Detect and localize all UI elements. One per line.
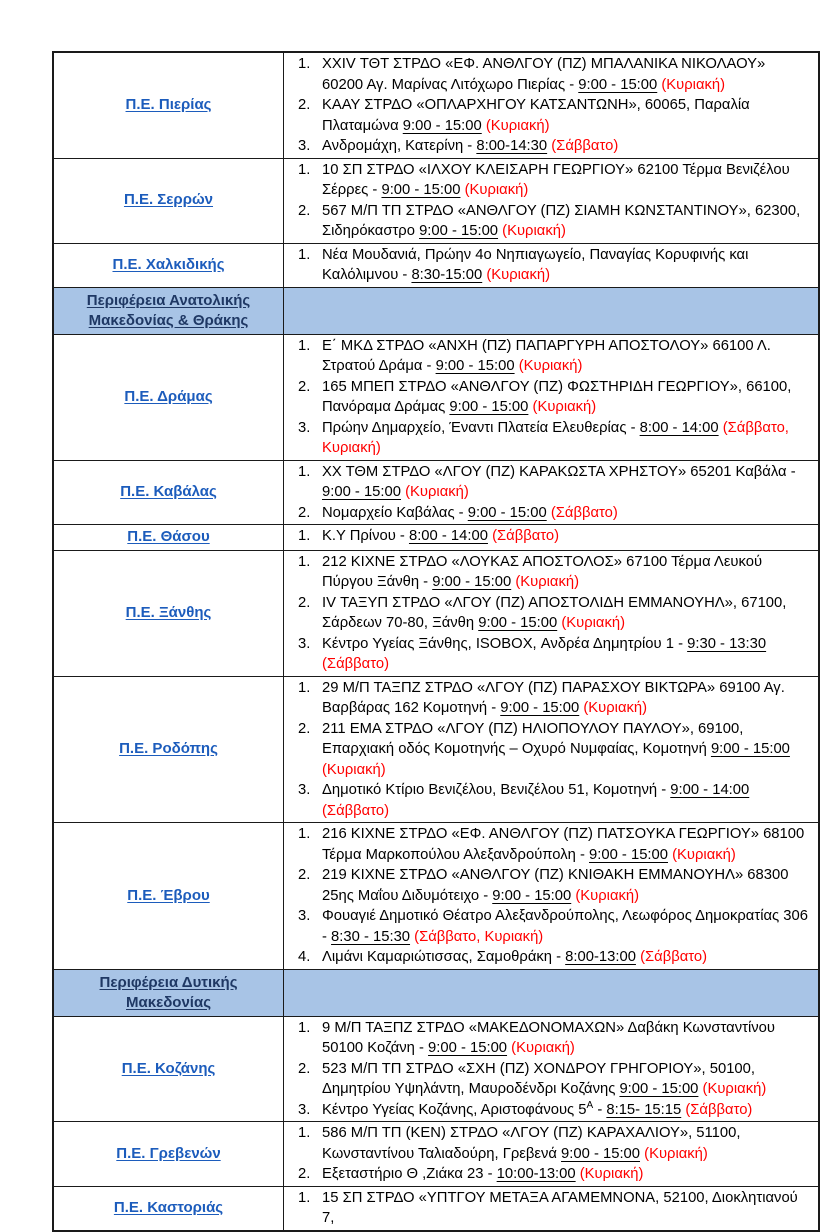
item-number: 2. [298, 867, 311, 883]
location-text: ΚΑΑΥ ΣΤΡΔΟ «ΟΠΛΑΡΧΗΓΟΥ ΚΑΤΣΑΝΤΩΝΗ», 60065, Παραλία Πλαταμώνα 9:00 - 15:00 (Κυριακή) [322, 97, 750, 134]
location-text: Κέντρο Υγείας Κοζάνης, Αριστοφάνους $5^A$ - 8:15- 15:15 (Σάββατο) [322, 1099, 753, 1118]
district-row [53, 334, 819, 460]
location-text: Κέντρο Υγείας Ξάνθης, ISOBOX, Ανδρέα Δημητρίου 1 - 9:30 - 13:30 (Σάββατο) [322, 635, 767, 672]
day-label: (Σάββατο, Κυριακή) [322, 419, 789, 456]
day-label: (Κυριακή) [702, 1081, 767, 1097]
item-number: 3. [298, 1101, 311, 1118]
district-link[interactable]: Π.Ε. Δράμας [124, 387, 213, 405]
district-row [53, 1186, 819, 1231]
district-row [53, 550, 819, 676]
location-text: Δημοτικό Κτίριο Βενιζέλου, Βενιζέλου 51, Κομοτηνή - 9:00 - 14:00 (Σάββατο) [322, 782, 750, 819]
district-link[interactable]: Π.Ε. Καβάλας [120, 483, 217, 500]
item-number: 2. [298, 720, 311, 737]
day-label: (Κυριακή) [575, 887, 640, 904]
district-link[interactable]: Π.Ε. Πιερίας [125, 96, 212, 113]
item-number: 1. [298, 1125, 311, 1141]
day-label: (Κυριακή) [405, 484, 469, 500]
day-label: (Σάββατο) [322, 802, 389, 819]
location-item [292, 906, 812, 947]
region-header-row [53, 969, 819, 1016]
day-label: (Κυριακή) [661, 76, 726, 93]
location-item [292, 418, 812, 459]
item-number: 1. [298, 826, 311, 842]
location-item [292, 1188, 812, 1229]
location-item [292, 245, 812, 286]
district-row [53, 823, 819, 970]
location-item [292, 1059, 812, 1100]
location-text: 165 ΜΠΕΠ ΣΤΡΔΟ «ΑΝΘΛΓΟΥ (ΠΖ) ΦΩΣΤΗΡΙΔΗ ΓΕΩΡΓΙΟΥ», 66100, Πανόραμα Δράμας 9:00 - 15:00 (Κυριακή) [322, 378, 792, 415]
day-label: (Κυριακή) [672, 846, 736, 863]
location-item [292, 1100, 812, 1121]
day-label: (Κυριακή) [485, 117, 550, 134]
location-text: 211 ΕΜΑ ΣΤΡΔΟ «ΛΓΟΥ (ΠΖ) ΗΛΙΟΠΟΥΛΟΥ ΠΑΥΛΟΥ», 69100, Επαρχιακή οδός Κομοτηνής – Οχυρό Νυμφαίας, Κομοτηνή 9:00 - 15:00 (Κυριακή) [322, 720, 790, 778]
day-label: (Σάββατο) [550, 504, 618, 521]
item-number: 1. [298, 553, 311, 570]
item-number: 2. [298, 1060, 311, 1077]
location-item [292, 503, 812, 524]
location-item [292, 95, 812, 136]
district-row [53, 158, 819, 243]
location-item [292, 634, 812, 675]
day-label: (Κυριακή) [644, 1145, 708, 1162]
day-label: (Κυριακή) [464, 182, 529, 198]
location-item [292, 377, 812, 418]
item-number: 1. [298, 161, 311, 178]
item-number: 3. [298, 419, 311, 436]
district-link[interactable]: Π.Ε. Γρεβενών [116, 1144, 221, 1162]
day-label: (Κυριακή) [518, 358, 583, 374]
day-label: (Κυριακή) [486, 267, 551, 283]
location-item [292, 1164, 812, 1185]
table-body [53, 52, 819, 1231]
day-label: (Σάββατο) [640, 949, 708, 965]
location-item [292, 780, 812, 821]
item-number: 2. [298, 504, 311, 521]
district-row [53, 243, 819, 287]
location-item [292, 593, 812, 634]
location-text: XXIV ΤΘΤ ΣΤΡΔΟ «ΕΦ. ΑΝΘΛΓΟΥ (ΠΖ) ΜΠΑΛΑΝΙΚΑ ΝΙΚΟΛΑΟΥ» 60200 Αγ. Μαρίνας Λιτόχωρο Πιερίας - 9:00 - 15:00 (Κυριακή) [322, 56, 766, 93]
location-item [292, 1123, 812, 1164]
location-item [292, 160, 812, 201]
day-label: (Σάββατο) [685, 1101, 753, 1118]
location-text: 523 Μ/Π ΤΠ ΣΤΡΔΟ «ΣΧΗ (ΠΖ) ΧΟΝΔΡΟΥ ΓΡΗΓΟΡΙΟΥ», 50100, Δημητρίου Υψηλάντη, Μαυροδένδρι Κοζάνης 9:00 - 15:00 (Κυριακή) [322, 1060, 767, 1097]
item-number: 4. [298, 949, 311, 965]
district-row [53, 52, 819, 158]
location-item [292, 1018, 812, 1059]
item-number: 2. [298, 202, 311, 219]
region-header-label: Περιφέρεια Δυτικής Μακεδονίας [99, 973, 238, 1011]
region-header-label: Περιφέρεια Ανατολικής Μακεδονίας & Θράκης [86, 291, 251, 329]
item-number: 1. [298, 679, 311, 696]
location-item [292, 719, 812, 781]
location-text: 586 Μ/Π ΤΠ (ΚΕΝ) ΣΤΡΔΟ «ΛΓΟΥ (ΠΖ) ΚΑΡΑΧΑΛΙΟΥ», 51100, Κωνσταντίνου Ταλιαδούρη, Γρεβενά 9:00 - 15:00 (Κυριακή) [322, 1125, 741, 1162]
district-link[interactable]: Π.Ε. Ξάνθης [125, 603, 212, 621]
district-row [53, 1122, 819, 1187]
location-text: 15 ΣΠ ΣΤΡΔΟ «ΥΠΤΓΟΥ ΜΕΤΑΞΑ ΑΓΑΜΕΜΝΟΝΑ, 52100, Διοκλητιανού 7, [322, 1189, 798, 1226]
location-text: Ανδρομάχη, Κατερίνη - 8:00-14:30 (Σάββατο) [322, 138, 619, 154]
item-number: 1. [298, 463, 311, 480]
location-item [292, 136, 812, 157]
item-number: 2. [298, 594, 311, 611]
location-text: Εξεταστήριο Θ ,Ζιάκα 23 - 10:00-13:00 (Κυριακή) [322, 1166, 644, 1182]
location-text: Κ.Υ Πρίνου - 8:00 - 14:00 (Σάββατο) [322, 528, 560, 544]
item-number: 1. [298, 56, 311, 72]
location-text: 10 ΣΠ ΣΤΡΔΟ «ΙΛΧΟΥ ΚΛΕΙΣΑΡΗ ΓΕΩΡΓΙΟΥ» 62100 Τέρμα Βενιζέλου Σέρρες - 9:00 - 15:00 (Κυριακή) [322, 161, 790, 198]
district-link[interactable]: Π.Ε. Θάσου [127, 528, 210, 545]
day-label: (Σάββατο) [551, 138, 619, 154]
item-number: 1. [298, 337, 311, 354]
location-text: 219 ΚΙΧΝΕ ΣΤΡΔΟ «ΑΝΘΛΓΟΥ (ΠΖ) ΚΝΙΘΑΚΗ ΕΜΜΑΝΟΥΗΛ» 68300 25ης Μαΐου Διδυμότειχο - 9:00 - 15:00 (Κυριακή) [322, 867, 789, 904]
location-text: Πρώην Δημαρχείο, Έναντι Πλατεία Ελευθερίας - 8:00 - 14:00 (Σάββατο, Κυριακή) [322, 419, 789, 456]
day-label: (Κυριακή) [532, 399, 597, 415]
item-number: 2. [298, 1166, 311, 1182]
district-link[interactable]: Π.Ε. Καστοριάς [113, 1198, 224, 1216]
district-link[interactable]: Π.Ε. Σερρών [123, 191, 214, 209]
location-text: IV ΤΑΞΥΠ ΣΤΡΔΟ «ΛΓΟΥ (ΠΖ) ΑΠΟΣΤΟΛΙΔΗ ΕΜΜΑΝΟΥΗΛ», 67100, Σάρδεων 70-80, Ξάνθη 9:00 - 15:00 (Κυριακή) [322, 594, 787, 631]
location-item [292, 201, 812, 242]
district-link[interactable]: Π.Ε. Χαλκιδικής [112, 255, 225, 273]
district-link[interactable]: Π.Ε. Έβρου [127, 886, 210, 904]
day-label: (Κυριακή) [515, 574, 580, 590]
location-text: Λιμάνι Καμαριώτισσας, Σαμοθράκη - 8:00-13:00 (Σάββατο) [322, 949, 708, 965]
location-text: Ε΄ ΜΚΔ ΣΤΡΔΟ «ΑΝΧΗ (ΠΖ) ΠΑΠΑΡΓΥΡΗ ΑΠΟΣΤΟΛΟΥ» 66100 Λ. Στρατού Δράμα - 9:00 - 15:00 (Κυριακή) [322, 337, 771, 374]
district-link[interactable]: Π.Ε. Ροδόπης [119, 740, 218, 757]
location-text: Φουαγιέ Δημοτικό Θέατρο Αλεξανδρούπολης, Λεωφόρος Δημοκρατίας 306 - 8:30 - 15:30 (Σάββατο, Κυριακή) [322, 908, 808, 945]
location-text: ΧΧ ΤΘΜ ΣΤΡΔΟ «ΛΓΟΥ (ΠΖ) ΚΑΡΑΚΩΣΤΑ ΧΡΗΣΤΟΥ» 65201 Καβάλα - 9:00 - 15:00 (Κυριακή) [322, 463, 796, 500]
item-number: 1. [298, 528, 311, 544]
day-label: (Κυριακή) [583, 700, 648, 716]
day-label: (Κυριακή) [511, 1040, 575, 1056]
item-number: 2. [298, 378, 311, 395]
item-number: 3. [298, 782, 311, 798]
district-row [53, 676, 819, 823]
location-text: 9 Μ/Π ΤΑΞΠΖ ΣΤΡΔΟ «ΜΑΚΕΔΟΝΟΜΑΧΩΝ» Δαβάκη Κωνσταντίνου 50100 Κοζάνη - 9:00 - 15:00 (Κυριακή) [322, 1019, 775, 1056]
district-row [53, 460, 819, 525]
location-item [292, 678, 812, 719]
day-label: (Κυριακή) [502, 223, 566, 239]
region-header-row [53, 287, 819, 334]
item-number: 3. [298, 908, 311, 924]
day-label: (Κυριακή) [322, 761, 386, 778]
day-label: (Κυριακή) [561, 615, 626, 631]
location-item [292, 336, 812, 377]
item-number: 2. [298, 97, 311, 113]
item-number: 1. [298, 246, 311, 263]
day-label: (Σάββατο) [492, 528, 560, 544]
item-number: 3. [298, 635, 311, 652]
location-item [292, 462, 812, 503]
day-label: (Σάββατο) [322, 656, 389, 672]
location-text: Νομαρχείο Καβάλας - 9:00 - 15:00 (Σάββατο) [322, 504, 618, 521]
district-locations-table [52, 51, 820, 1232]
district-row [53, 525, 819, 551]
location-item [292, 824, 812, 865]
location-item [292, 552, 812, 593]
location-text: Νέα Μουδανιά, Πρώην 4ο Νηπιαγωγείο, Παναγίας Κορυφινής και Καλόλιμνου - 8:30-15:00 (Κυριακή) [322, 246, 749, 283]
day-label: (Σάββατο, Κυριακή) [414, 928, 544, 945]
location-item [292, 947, 812, 968]
location-text: 567 Μ/Π ΤΠ ΣΤΡΔΟ «ΑΝΘΛΓΟΥ (ΠΖ) ΣΙΑΜΗ ΚΩΝΣΤΑΝΤΙΝΟΥ», 62300, Σιδηρόκαστρο 9:00 - 15:00 (Κυριακή) [322, 202, 801, 239]
location-item [292, 865, 812, 906]
location-text: 212 ΚΙΧΝΕ ΣΤΡΔΟ «ΛΟΥΚΑΣ ΑΠΟΣΤΟΛΟΣ» 67100 Τέρμα Λευκού Πύργου Ξάνθη - 9:00 - 15:00 (Κυριακή) [322, 553, 763, 590]
location-text: 29 Μ/Π ΤΑΞΠΖ ΣΤΡΔΟ «ΛΓΟΥ (ΠΖ) ΠΑΡΑΣΧΟΥ ΒΙΚΤΩΡΑ» 69100 Αγ. Βαρβάρας 162 Κομοτηνή - 9:00 - 15:00 (Κυριακή) [322, 679, 785, 716]
item-number: 3. [298, 138, 311, 154]
district-link[interactable]: Π.Ε. Κοζάνης [121, 1059, 216, 1077]
day-label: (Κυριακή) [579, 1166, 644, 1182]
item-number: 1. [298, 1019, 311, 1036]
item-number: 1. [298, 1189, 311, 1206]
location-text: 216 ΚΙΧΝΕ ΣΤΡΔΟ «ΕΦ. ΑΝΘΛΓΟΥ (ΠΖ) ΠΑΤΣΟΥΚΑ ΓΕΩΡΓΙΟΥ» 68100 Τέρμα Μαρκοπούλου Αλεξανδρούπολη - 9:00 - 15:00 (Κυριακή) [322, 826, 805, 863]
location-item [292, 526, 812, 547]
location-item [292, 54, 812, 95]
district-row [53, 1016, 819, 1122]
